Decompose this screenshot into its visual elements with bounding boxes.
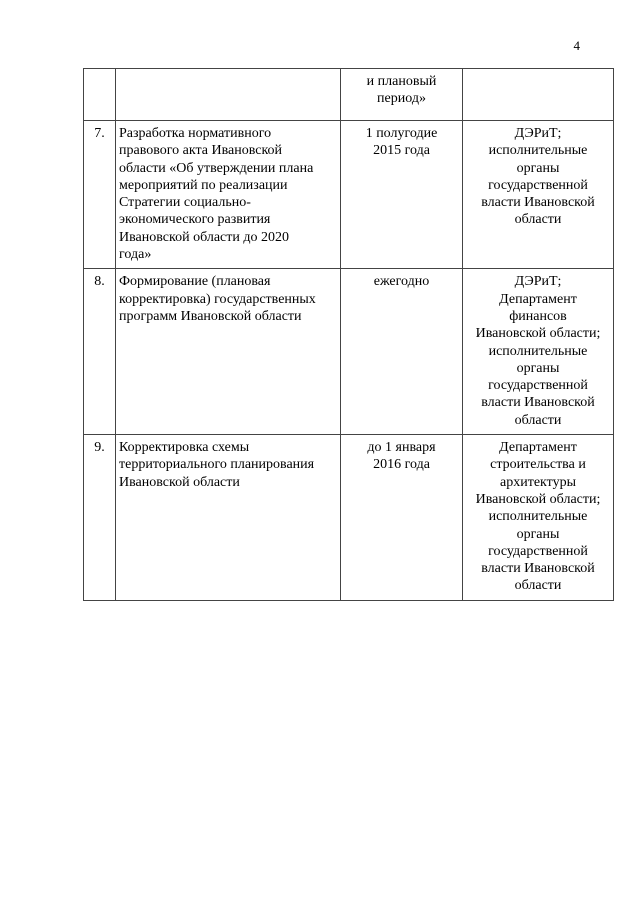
table-row xyxy=(84,269,614,435)
responsible-cell xyxy=(463,69,614,121)
deadline-cell xyxy=(341,269,463,435)
responsible-line: ДЭРиТ; xyxy=(514,126,562,141)
responsible-line: Департамент xyxy=(499,440,577,456)
measure-description-cell xyxy=(116,435,341,601)
responsible-line: власти Ивановской xyxy=(481,395,595,411)
responsible-cell xyxy=(463,269,614,435)
measure-description-cell xyxy=(116,269,341,435)
deadline-cell xyxy=(341,121,463,269)
measure-description-line: Корректировка схемы xyxy=(119,440,250,456)
measure-description-line: территориального планирования xyxy=(119,457,315,473)
responsible-line: государственной xyxy=(488,177,588,193)
deadline-cell xyxy=(341,69,463,121)
responsible-line: Ивановской области; xyxy=(475,491,601,507)
deadline-line: 2015 года xyxy=(373,143,430,159)
responsible-line: области xyxy=(514,212,562,228)
row-number-cell: 9. xyxy=(84,435,116,601)
responsible-line: области xyxy=(514,412,562,428)
responsible-line: органы xyxy=(516,360,560,376)
responsible-line: Ивановской области; xyxy=(475,326,601,342)
responsible-line: области xyxy=(514,578,562,594)
measure-description-line: правового акта Ивановской xyxy=(119,143,283,159)
deadline-cell xyxy=(341,435,463,601)
measure-description-line: Формирование (плановая xyxy=(119,274,271,290)
responsible-line: органы xyxy=(516,160,560,176)
measure-description-cell xyxy=(116,121,341,269)
measure-description-line: программ Ивановской области xyxy=(119,308,302,324)
measures-table xyxy=(83,68,614,601)
deadline-line: 2016 года xyxy=(373,457,430,473)
responsible-line: ДЭРиТ; xyxy=(514,274,562,290)
responsible-line: архитектуры xyxy=(500,474,576,490)
measure-description-cell xyxy=(116,69,341,121)
measure-description-line: Ивановской области xyxy=(119,474,240,490)
measure-description-line: года» xyxy=(119,247,152,263)
measure-description-line: корректировка) государственных xyxy=(119,291,316,307)
responsible-line: исполнительные xyxy=(488,509,588,525)
responsible-line: органы xyxy=(516,526,560,542)
responsible-line: исполнительные xyxy=(488,143,588,159)
table-row xyxy=(84,69,614,121)
responsible-line: Департамент xyxy=(499,291,577,307)
row-number-cell xyxy=(84,69,116,121)
page-number: 4 xyxy=(573,38,580,53)
responsible-line: власти Ивановской xyxy=(481,561,595,577)
responsible-line: государственной xyxy=(488,378,588,394)
measure-description-line: мероприятий по реализации xyxy=(119,177,288,193)
row-number-cell: 7. xyxy=(84,121,116,269)
measure-description-line: Ивановской области до 2020 xyxy=(119,229,289,245)
deadline-line: 1 полугодие xyxy=(365,126,438,141)
measure-description-line: области «Об утверждении плана xyxy=(119,160,314,176)
deadline-line: и плановый xyxy=(366,74,437,89)
measures-table-body xyxy=(84,69,614,601)
deadline-line: период» xyxy=(377,91,426,107)
row-number-cell: 8. xyxy=(84,269,116,435)
responsible-cell xyxy=(463,435,614,601)
responsible-line: исполнительные xyxy=(488,343,588,359)
deadline-line: ежегодно xyxy=(373,274,430,290)
table-row xyxy=(84,435,614,601)
measure-description-line: Стратегии социально- xyxy=(119,195,251,211)
responsible-cell xyxy=(463,121,614,269)
measure-description-line: экономического развития xyxy=(119,212,271,228)
responsible-line: финансов xyxy=(509,308,567,324)
measure-description-line: Разработка нормативного xyxy=(119,126,272,141)
responsible-line: строительства и xyxy=(490,457,586,473)
responsible-line: государственной xyxy=(488,543,588,559)
responsible-line: власти Ивановской xyxy=(481,195,595,211)
table-row xyxy=(84,121,614,269)
deadline-line: до 1 января xyxy=(367,440,436,456)
